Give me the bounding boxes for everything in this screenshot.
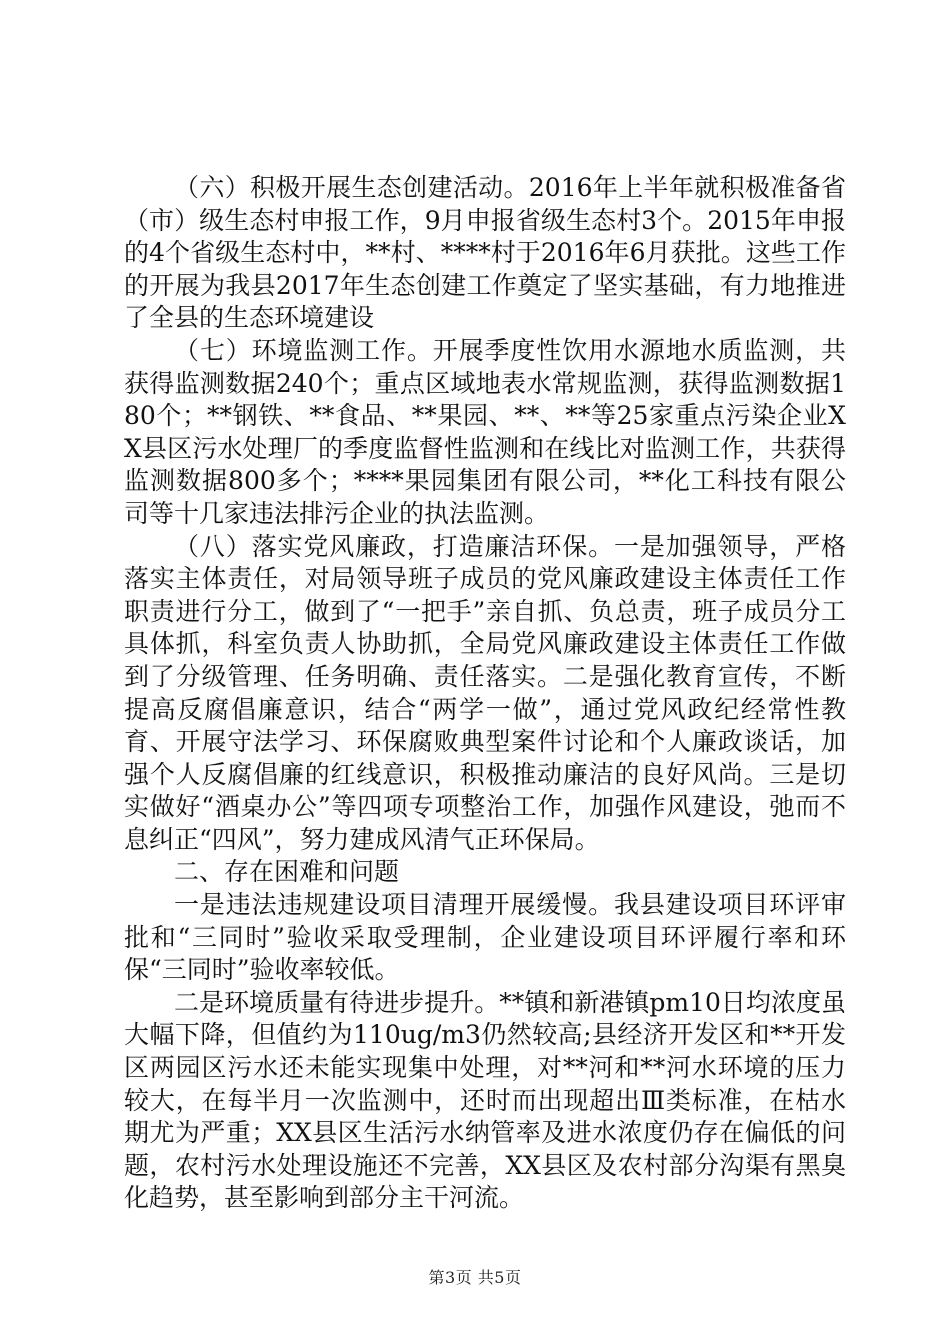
paragraph-environmental-quality: 二是环境质量有待进步提升。**镇和新港镇pm10日均浓度虽大幅下降，但值约为110ug/m3仍然较高;县经济开发区和**开发区两园区污水还未能实现集中处理，对**河和**河水环境的压力较大，在每半月一次监测中，还时而出现超出Ⅲ类标准，在枯水期尤为严重；XX县区生活污水纳管率及进水浓度仍存在偏低的问题，农村污水处理设施还不完善，XX县区及农村部分沟渠有黑臭化趋势，甚至影响到部分主干河流。 <box>124 987 846 1213</box>
paragraph-clean-governance: （八）落实党风廉政，打造廉洁环保。一是加强领导，严格落实主体责任，对局领导班子成员的党风廉政建设主体责任工作职责进行分工，做到了“一把手”亲自抓、负总责，班子成员分工具体抓，科室负责人协助抓，全局党风廉政建设主体责任工作做到了分级管理、任务明确、责任落实。二是强化教育宣传，不断提高反腐倡廉意识，结合“两学一做”，通过党风政纪经常性教育、开展守法学习、环保腐败典型案件讨论和个人廉政谈话，加强个人反腐倡廉的红线意识，积极推动廉洁的良好风尚。三是切实做好“酒桌办公”等四项专项整治工作，加强作风建设，弛而不息纠正“四风”，努力建成风清气正环保局。 <box>124 531 846 854</box>
section-heading-difficulties: 二、存在困难和问题 <box>174 857 400 887</box>
paragraph-illegal-projects: 一是违法违规建设项目清理开展缓慢。我县建设项目环评审批和“三同时”验收采取受理制，企业建设项目环评履行率和环保“三同时”验收率较低。 <box>124 890 846 985</box>
paragraph-ecological-creation: （六）积极开展生态创建活动。2016年上半年就积极准备省（市）级生态村申报工作，9月申报省级生态村3个。2015年申报的4个省级生态村中，**村、****村于2016年6月获批。这些工作的开展为我县2017年生态创建工作奠定了坚实基础，有力地推进了全县的生态环境建设 <box>124 173 846 333</box>
paragraph-environmental-monitoring: （七）环境监测工作。开展季度性饮用水源地水质监测，共获得监测数据240个；重点区域地表水常规监测，获得监测数据180个；**钢铁、**食品、**果园、**、**等25家重点污染企业XX县区污水处理厂的季度监督性监测和在线比对监测工作，共获得监测数据800多个；****果园集团有限公司，**化工科技有限公司等十几家违法排污企业的执法监测。 <box>124 335 846 528</box>
document-body <box>124 172 846 1215</box>
page-number-footer: 第3页 共5页 <box>428 1268 522 1287</box>
